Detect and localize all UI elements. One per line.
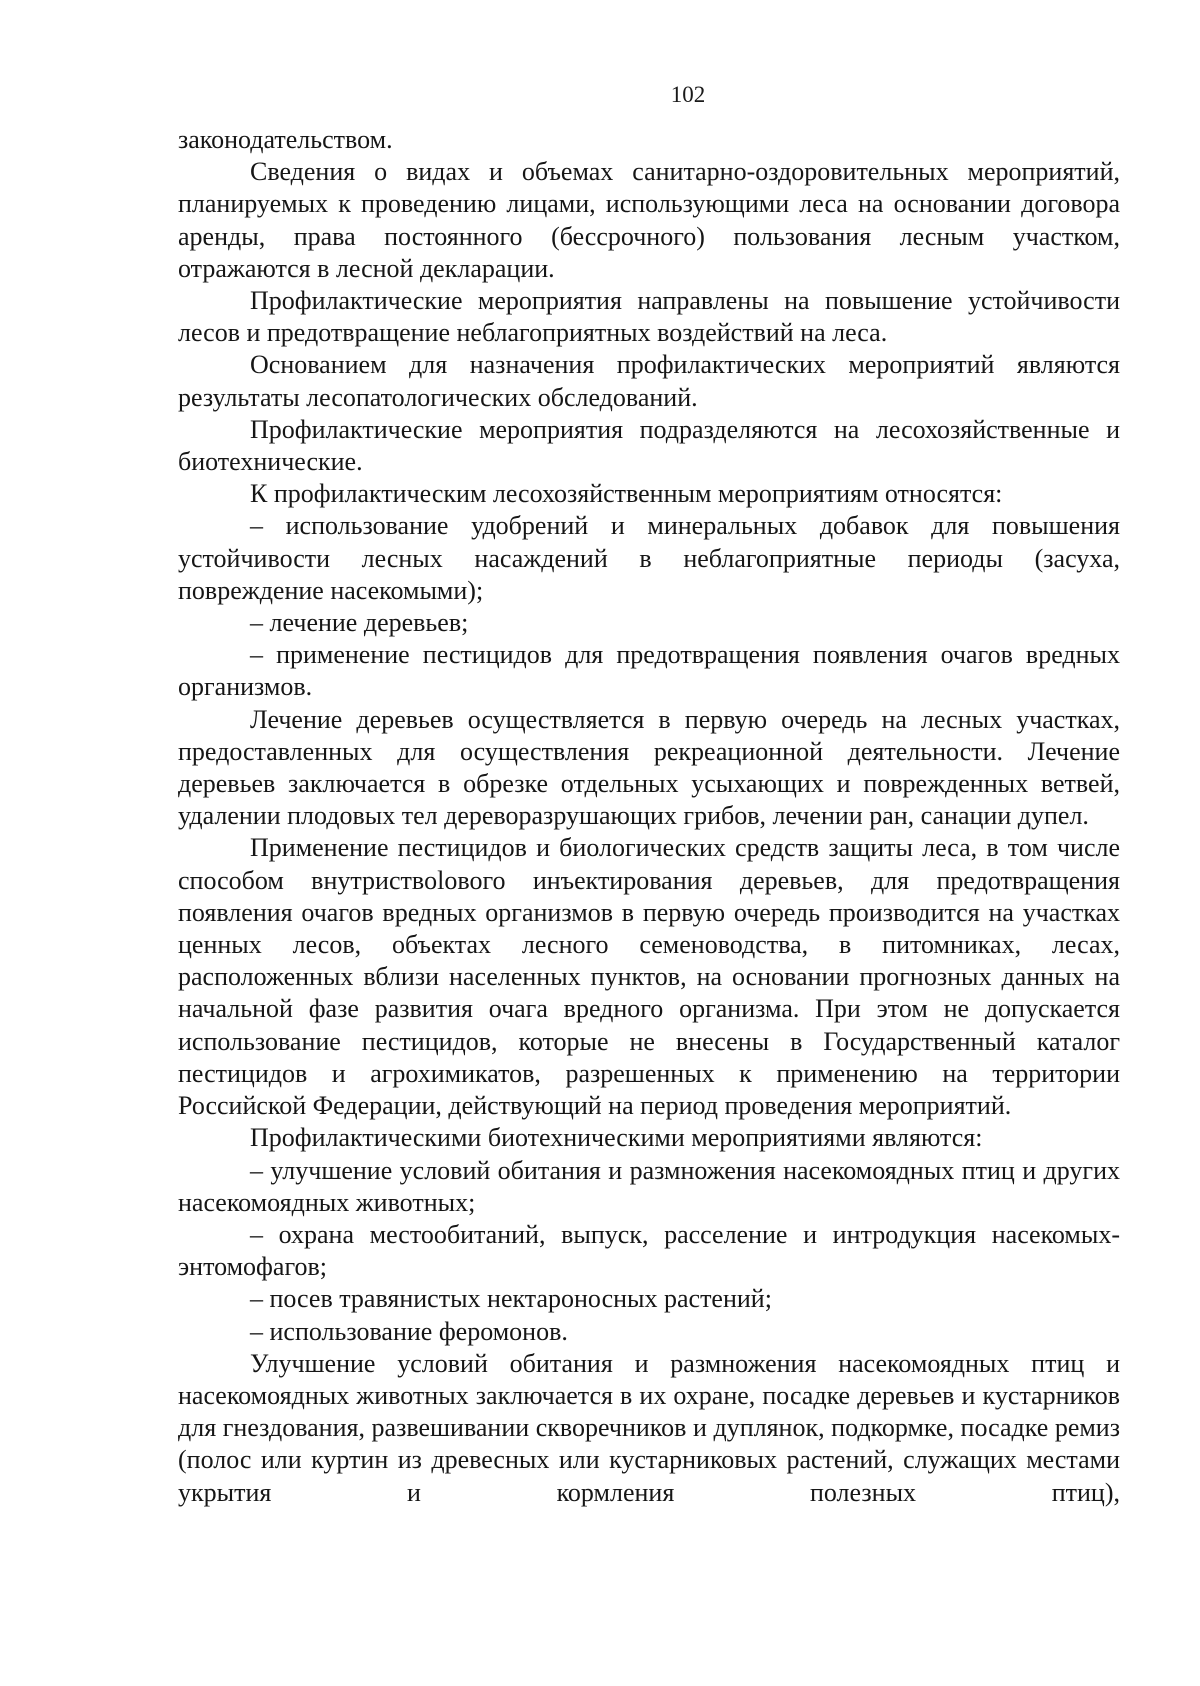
paragraph-1: законодательством. [178, 125, 393, 154]
paragraph-6: К профилактическим лесохозяйственным мероприятиям относятся: [250, 479, 1003, 509]
paragraph-2: Сведения о видах и объемах санитарно-оздоровительных мероприятий, планируемых к проведению лицами, использующими леса на основании договора аренды, права постоянного (бессрочного) пользования лесным участком, отражаются в лесной декларации. [178, 157, 1120, 283]
paragraph-birds-improvement: Улучшение условий обитания и размножения насекомоядных птиц и насекомоядных животных заключается в их охране, посадке деревьев и кустарников для гнездования, развешивании скворечников и дуплянок, подкормке, посадке ремиз (полос или куртин из древесных или кустарниковых растений, служащих местами укрытия и кормления полезных птиц), [178, 1348, 1120, 1507]
list-item-fertilizers: – использование удобрений и минеральных добавок для повышения устойчивости лесных насаждений в неблагоприятные периоды (засуха, повреждение насекомыми); [178, 511, 1120, 605]
paragraph-tree-treatment: Лечение деревьев осуществляется в первую очередь на лесных участках, предоставленных для осуществления рекреационной деятельности. Лечение деревьев заключается в обрезке отдельных усыхающих и поврежденных ветвей, удалении плодовых тел дереворазрушающих грибов, лечении ран, санации дупел. [178, 704, 1120, 831]
paragraph-pesticides-application: Применение пестицидов и биологических средств защиты леса, в том числе способом внутриствolового инъектирования деревьев, для предотвращения появления очагов вредных организмов в первую очередь производится на участках ценных лесов, объектах лесного семеноводства, в питомниках, лесах, расположенных вблизи населенных пунктов, на основании прогнозных данных на начальной фазе развития очага вредного организма. При этом не допускается использование пестицидов, которые не внесены в Государственный каталог пестицидов и агрохимикатов, разрешенных к применению на территории Российской Федерации, действующий на период проведения мероприятий. [178, 833, 1120, 1121]
list-item-nectar-plants: – посев травянистых нектароносных растений; [250, 1284, 772, 1314]
paragraph-5: Профилактические мероприятия подразделяются на лесохозяйственные и биотехнические. [178, 414, 1120, 477]
page-number: 102 [670, 82, 706, 107]
paragraph-3: Профилактические мероприятия направлены на повышение устойчивости лесов и предотвращение неблагоприятных воздействий на леса. [178, 286, 1120, 348]
paragraph-4: Основанием для назначения профилактических мероприятий являются результаты лесопатологических обследований. [178, 350, 1120, 412]
list-item-birds: – улучшение условий обитания и размножения насекомоядных птиц и других насекомоядных животных; [178, 1155, 1120, 1217]
paragraph-biotechnical: Профилактическими биотехническими мероприятиями являются: [250, 1123, 983, 1153]
list-item-pesticides: – применение пестицидов для предотвращения появления очагов вредных организмов. [178, 640, 1120, 702]
list-item-pheromones: – использование феромонов. [250, 1316, 568, 1346]
list-item-entomophages: – охрана местообитаний, выпуск, расселение и интродукция насекомых-энтомофагов; [178, 1219, 1120, 1282]
list-item-tree-treatment: – лечение деревьев; [250, 608, 469, 638]
document-body [178, 124, 1120, 1509]
